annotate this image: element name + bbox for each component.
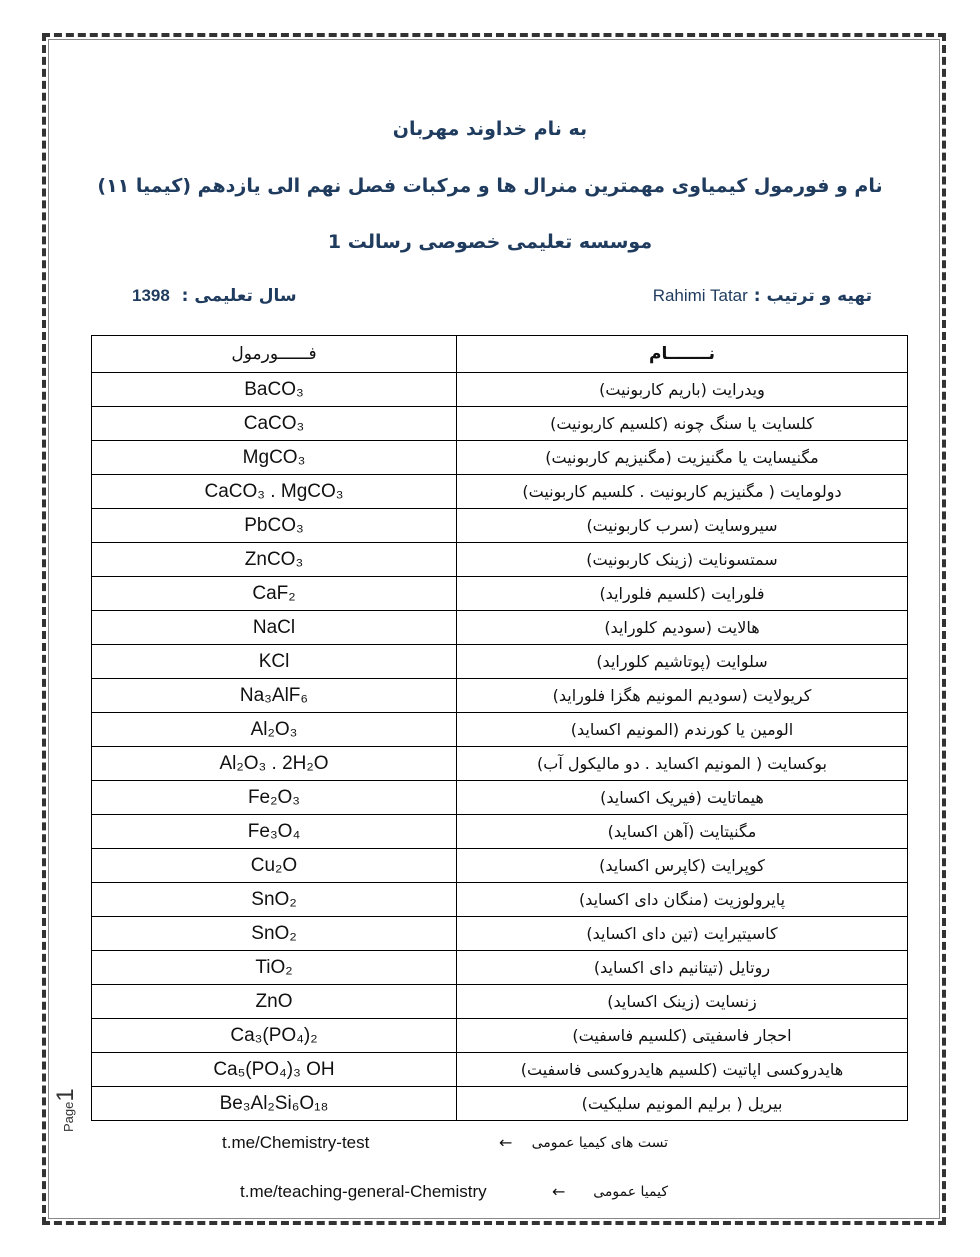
name-cell: ویدرایت (باریم کاربونیت)	[457, 373, 908, 407]
table-row	[92, 645, 908, 679]
formula-cell: BaCO₃	[92, 373, 457, 407]
name-cell: کریولایت (سودیم المونیم هگزا فلوراید)	[457, 679, 908, 713]
formula-cell: Fe₂O₃	[92, 781, 457, 815]
formula-cell: Na₃AlF₆	[92, 679, 457, 713]
formula-cell: MgCO₃	[92, 441, 457, 475]
page-word: Page	[61, 1101, 76, 1132]
table-row	[92, 441, 908, 475]
formula-column-header: فــــــورمول	[92, 336, 457, 373]
name-cell: احجار فاسفیتی (کلسیم فاسفیت)	[457, 1019, 908, 1053]
name-cell: مگنیسایت یا مگنیزیت (مگنیزیم کاربونیت)	[457, 441, 908, 475]
basmala-heading: به نام خداوند مهربان	[392, 118, 588, 140]
author-label: تهیه و ترتیب :	[753, 286, 872, 306]
table-row	[92, 509, 908, 543]
name-cell: کاسیتیرایت (تین دای اکساید)	[457, 917, 908, 951]
table-row	[92, 679, 908, 713]
document-title: نام و فورمول کیمیاوی مهمترین منرال ها و مرکبات فصل نهم الی یازدهم (کیمیا ۱۱)	[97, 175, 883, 197]
name-cell: بوکسایت ( المونیم اکساید . دو مالیکول آب)	[457, 747, 908, 781]
formula-cell: PbCO₃	[92, 509, 457, 543]
chemistry-test-label: تست های کیمیا عمومی	[531, 1135, 668, 1151]
left-arrow-icon: ←	[552, 1182, 566, 1201]
year-value: 1398	[132, 286, 170, 305]
formula-cell: KCl	[92, 645, 457, 679]
table-row	[92, 1087, 908, 1121]
table-row	[92, 951, 908, 985]
table-row	[92, 747, 908, 781]
year-label: سال تعلیمی :	[181, 286, 297, 306]
table-row	[92, 985, 908, 1019]
formula-cell: Fe₃O₄	[92, 815, 457, 849]
table-row	[92, 713, 908, 747]
page-number: 1	[52, 1088, 79, 1102]
left-arrow-icon: ←	[499, 1133, 513, 1152]
academic-year-line	[132, 286, 297, 306]
name-cell: دولومایت ( مگنیزیم کاربونیت . کلسیم کاربونیت)	[457, 475, 908, 509]
formula-cell: SnO₂	[92, 883, 457, 917]
chemistry-test-link[interactable]: t.me/Chemistry-test	[222, 1133, 370, 1152]
formula-cell: NaCl	[92, 611, 457, 645]
name-cell: الومین یا کورندم (المونیم اکساید)	[457, 713, 908, 747]
formula-cell: ZnO	[92, 985, 457, 1019]
name-column-header: نـــــــام	[457, 336, 908, 373]
formula-cell: ZnCO₃	[92, 543, 457, 577]
table-header-row	[92, 336, 908, 373]
table-row	[92, 543, 908, 577]
formula-cell: CaCO₃	[92, 407, 457, 441]
formula-cell: TiO₂	[92, 951, 457, 985]
formula-cell: CaF₂	[92, 577, 457, 611]
name-cell: سیروسایت (سرب کاربونیت)	[457, 509, 908, 543]
table-row	[92, 917, 908, 951]
name-cell: بیریل ( برلیم المونیم سلیکیت)	[457, 1087, 908, 1121]
table-row	[92, 407, 908, 441]
author-name: Rahimi Tatar	[652, 286, 748, 305]
name-cell: کوپرایت (کاپرس اکساید)	[457, 849, 908, 883]
table-row	[92, 577, 908, 611]
name-cell: پایرولوزیت (منگان دای اکساید)	[457, 883, 908, 917]
table-row	[92, 781, 908, 815]
general-chemistry-link[interactable]: t.me/teaching-general-Chemistry	[240, 1182, 487, 1201]
formula-cell: Ca₃(PO₄)₂	[92, 1019, 457, 1053]
table-row	[92, 815, 908, 849]
name-cell: زنسایت (زینک اکساید)	[457, 985, 908, 1019]
table-row	[92, 1019, 908, 1053]
general-chemistry-label: کیمیا عمومی	[593, 1184, 668, 1200]
formula-cell: Al₂O₃	[92, 713, 457, 747]
institute-name: موسسه تعلیمی خصوصی رسالت 1	[327, 231, 653, 253]
author-line	[653, 286, 872, 306]
name-cell: هالایت (سودیم کلوراید)	[457, 611, 908, 645]
page-number-label	[52, 1072, 79, 1132]
name-cell: مگنیتایت (آهن اکساید)	[457, 815, 908, 849]
name-cell: هیماتایت (فیریک اکساید)	[457, 781, 908, 815]
table-row	[92, 883, 908, 917]
formula-cell: Be₃Al₂Si₆O₁₈	[92, 1087, 457, 1121]
name-cell: روتایل (تیتانیم دای اکساید)	[457, 951, 908, 985]
formula-cell: Cu₂O	[92, 849, 457, 883]
table-row	[92, 373, 908, 407]
formula-cell: Al₂O₃ . 2H₂O	[92, 747, 457, 781]
name-cell: کلسایت یا سنگ چونه (کلسیم کاربونیت)	[457, 407, 908, 441]
minerals-table	[91, 335, 908, 1121]
name-cell: فلورایت (کلسیم فلوراید)	[457, 577, 908, 611]
name-cell: سلوایت (پوتاشیم کلوراید)	[457, 645, 908, 679]
table-row	[92, 849, 908, 883]
table-body	[92, 373, 908, 1121]
table-row	[92, 1053, 908, 1087]
name-cell: هایدروکسی اپاتیت (کلسیم هایدروکسی فاسفیت)	[457, 1053, 908, 1087]
formula-cell: Ca₅(PO₄)₃ OH	[92, 1053, 457, 1087]
formula-cell: SnO₂	[92, 917, 457, 951]
name-cell: سمتسونایت (زینک کاربونیت)	[457, 543, 908, 577]
table-row	[92, 611, 908, 645]
formula-cell: CaCO₃ . MgCO₃	[92, 475, 457, 509]
table-row	[92, 475, 908, 509]
